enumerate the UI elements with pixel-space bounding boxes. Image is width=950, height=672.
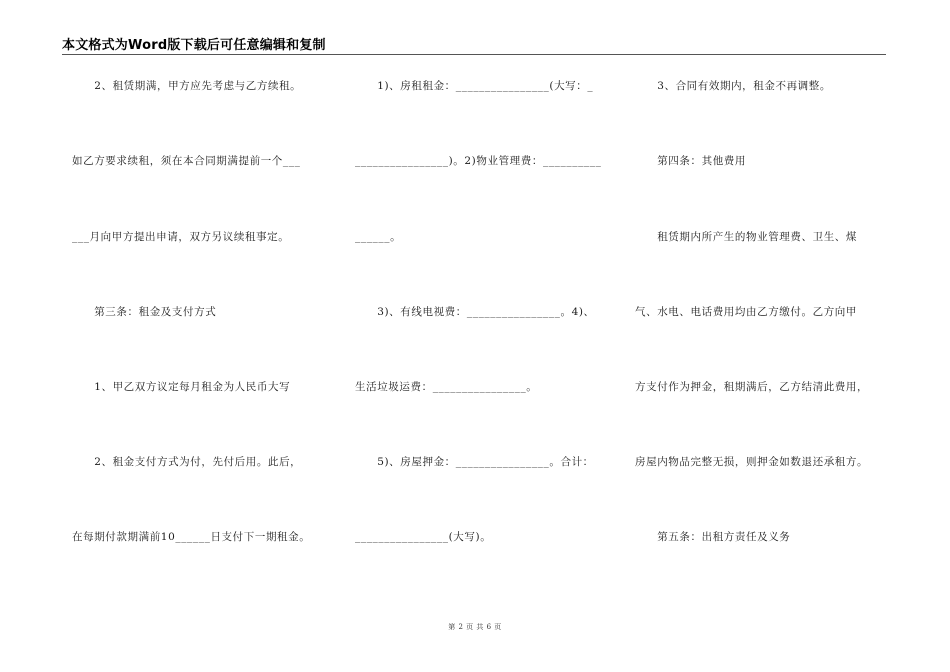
text-column-1: [72, 0, 330, 672]
text-line: 1、甲乙双方议定每月租金为人民币大写: [72, 381, 291, 393]
text-line: 气、水电、电话费用均由乙方缴付。乙方向甲: [635, 306, 857, 318]
text-line: ________________(大写)。: [355, 531, 492, 543]
text-line: 租赁期内所产生的物业管理费、卫生、煤: [635, 231, 857, 243]
text-line: 房屋内物品完整无损，则押金如数退还承租方。: [635, 456, 869, 468]
text-column-3: [635, 0, 890, 672]
text-line: ___月向甲方提出申请，双方另议续租事定。: [72, 231, 290, 243]
page-number-footer: 第 2 页 共 6 页: [448, 623, 502, 631]
section-heading: 第三条：租金及支付方式: [72, 306, 217, 318]
text-line: 3、合同有效期内，租金不再调整。: [635, 80, 831, 92]
section-heading: 第四条：其他费用: [635, 155, 746, 167]
text-line: ______。: [355, 231, 402, 243]
text-line: ________________)。2)物业管理费：__________: [355, 155, 602, 167]
text-line: 如乙方要求续租，须在本合同期满提前一个___: [72, 155, 301, 167]
text-line: 5)、房屋押金：________________。合计：: [355, 456, 594, 468]
text-line: 生活垃圾运费：________________。: [355, 381, 538, 393]
section-heading: 第五条：出租方责任及义务: [635, 531, 791, 543]
text-line: 3)、有线电视费：________________。4)、: [355, 306, 595, 318]
text-line: 在每期付款期满前10______日支付下一期租金。: [72, 531, 311, 543]
text-line: 2、租赁期满，甲方应先考虑与乙方续租。: [72, 80, 302, 92]
text-column-2: [355, 0, 615, 672]
text-line: 2、租金支付方式为付，先付后用。此后，: [72, 456, 302, 468]
text-line: 方支付作为押金，租期满后，乙方结清此费用，: [635, 381, 869, 393]
document-header-title: 本文格式为Word版下载后可任意编辑和复制: [62, 38, 326, 53]
text-line: 1)、房租租金：________________(大写：_: [355, 80, 594, 92]
